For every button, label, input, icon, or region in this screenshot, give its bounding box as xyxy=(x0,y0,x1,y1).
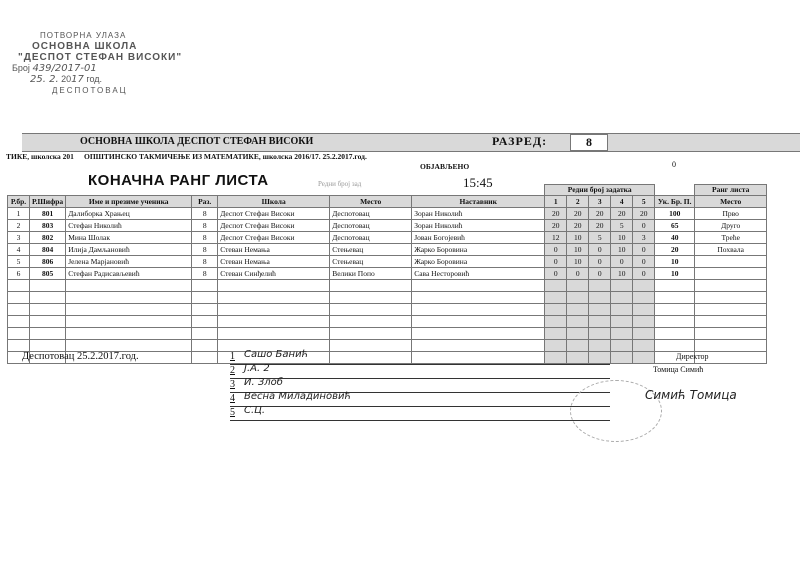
cell-empty xyxy=(8,280,30,292)
table-row-empty xyxy=(8,328,767,340)
col-header-grade: Раз. xyxy=(192,196,218,208)
signature-line xyxy=(230,407,610,421)
stamp-line-2: ОСНОВНА ШКОЛА xyxy=(32,41,138,52)
cell-empty xyxy=(589,328,611,340)
cell-empty xyxy=(655,328,695,340)
school-header xyxy=(22,133,800,152)
cell-empty xyxy=(633,316,655,328)
cell-code: 801 xyxy=(30,208,66,220)
cell-empty xyxy=(30,340,66,352)
cell-total: 10 xyxy=(655,256,695,268)
cell-empty xyxy=(655,280,695,292)
director-signature: Симић Томица xyxy=(645,388,737,402)
cell-school: Деспот Стефан Високи xyxy=(218,208,330,220)
stamp-date: 25. 2. 2017 год. xyxy=(30,74,103,85)
cell-total: 10 xyxy=(655,268,695,280)
cell-total: 100 xyxy=(655,208,695,220)
table-row xyxy=(8,232,767,244)
place-date: Деспотовац 25.2.2017.год. xyxy=(22,351,139,362)
faint-label: Редни број зад xyxy=(318,180,362,188)
cell-code: 803 xyxy=(30,220,66,232)
cell-rank: Похвала xyxy=(695,244,767,256)
cell-teacher: Јован Богојевић xyxy=(412,232,545,244)
cell-empty xyxy=(192,316,218,328)
cell-empty xyxy=(8,304,30,316)
cell-empty xyxy=(655,304,695,316)
cell-code: 804 xyxy=(30,244,66,256)
cell-empty xyxy=(611,292,633,304)
cell-empty xyxy=(567,292,589,304)
cell-empty xyxy=(567,340,589,352)
cell-empty xyxy=(545,304,567,316)
cell-empty xyxy=(655,292,695,304)
cell-school: Деспот Стефан Високи xyxy=(218,232,330,244)
cell-empty xyxy=(218,280,330,292)
cell-code: 806 xyxy=(30,256,66,268)
cell-empty xyxy=(545,280,567,292)
table-row-empty xyxy=(8,280,767,292)
cell-empty xyxy=(192,328,218,340)
cell-total: 65 xyxy=(655,220,695,232)
signature-line xyxy=(230,351,610,365)
cell-task-2: 10 xyxy=(567,232,589,244)
cell-rank: Прво xyxy=(695,208,767,220)
cell-task-2: 20 xyxy=(567,220,589,232)
cell-task-2: 10 xyxy=(567,244,589,256)
director-name: Томица Симић xyxy=(653,365,704,374)
cell-empty xyxy=(330,328,412,340)
col-header-task-2: 2 xyxy=(567,196,589,208)
cell-teacher: Зоран Николић xyxy=(412,220,545,232)
cell-teacher: Сава Несторовић xyxy=(412,268,545,280)
cell-empty xyxy=(412,280,545,292)
signature-number: 5 xyxy=(230,407,235,418)
cell-task-2: 20 xyxy=(567,208,589,220)
cell-empty xyxy=(695,328,767,340)
ranking-table xyxy=(7,184,767,364)
cell-empty xyxy=(66,292,192,304)
handwritten-signature: Сашо Банић xyxy=(244,349,309,360)
cell-rbr: 4 xyxy=(8,244,30,256)
cell-task-1: 0 xyxy=(545,244,567,256)
cell-task-3: 0 xyxy=(589,268,611,280)
col-header-rank: Место xyxy=(695,196,767,208)
cell-empty xyxy=(633,304,655,316)
cell-empty xyxy=(633,352,655,364)
cell-rank: Друго xyxy=(695,220,767,232)
cell-empty xyxy=(8,340,30,352)
cell-task-4: 0 xyxy=(611,256,633,268)
cell-empty xyxy=(633,340,655,352)
cell-rbr: 1 xyxy=(8,208,30,220)
cell-task-4: 10 xyxy=(611,244,633,256)
cell-empty xyxy=(589,292,611,304)
cell-grade: 8 xyxy=(192,220,218,232)
cell-empty xyxy=(192,352,218,364)
cell-empty xyxy=(30,280,66,292)
tasks-group-header: Редни број задатка xyxy=(545,185,655,196)
table-row-empty xyxy=(8,316,767,328)
col-header-task-5: 5 xyxy=(633,196,655,208)
handwritten-signature: Весна Миладиновић xyxy=(244,391,351,402)
signature-number: 2 xyxy=(230,365,235,376)
commission-signatures xyxy=(230,351,610,421)
cell-task-4: 10 xyxy=(611,232,633,244)
cell-empty xyxy=(8,316,30,328)
table-body xyxy=(8,208,767,364)
cell-rank: Треће xyxy=(695,232,767,244)
col-header-school: Школа xyxy=(218,196,330,208)
cell-code: 802 xyxy=(30,232,66,244)
cell-task-5: 0 xyxy=(633,220,655,232)
cell-empty xyxy=(611,340,633,352)
cell-empty xyxy=(611,280,633,292)
cell-empty xyxy=(589,316,611,328)
cell-school: Стеван Немања xyxy=(218,244,330,256)
cell-task-1: 0 xyxy=(545,268,567,280)
cell-task-5: 0 xyxy=(633,256,655,268)
cell-empty xyxy=(66,340,192,352)
cell-task-1: 12 xyxy=(545,232,567,244)
cell-task-4: 5 xyxy=(611,220,633,232)
handwritten-signature: Ј.А. 2 xyxy=(244,363,270,374)
col-header-task-4: 4 xyxy=(611,196,633,208)
cell-rbr: 6 xyxy=(8,268,30,280)
cell-empty xyxy=(567,328,589,340)
grade-value: 8 xyxy=(570,134,608,151)
cell-empty xyxy=(545,292,567,304)
cell-empty xyxy=(412,340,545,352)
cell-empty xyxy=(412,316,545,328)
cell-rbr: 3 xyxy=(8,232,30,244)
cell-empty xyxy=(66,280,192,292)
cell-empty xyxy=(633,292,655,304)
director-label: Директор xyxy=(676,352,709,361)
table-row xyxy=(8,220,767,232)
registry-stamp xyxy=(12,30,187,110)
cell-task-1: 20 xyxy=(545,208,567,220)
cell-empty xyxy=(218,292,330,304)
cell-empty xyxy=(611,328,633,340)
cell-empty xyxy=(330,340,412,352)
cell-empty xyxy=(66,304,192,316)
cell-empty xyxy=(30,292,66,304)
cell-empty xyxy=(695,280,767,292)
cell-empty xyxy=(192,280,218,292)
cell-grade: 8 xyxy=(192,268,218,280)
cell-task-4: 10 xyxy=(611,268,633,280)
cell-empty xyxy=(218,304,330,316)
published-label: ОБЈАВЉЕНО xyxy=(420,162,470,171)
cell-place: Стењевац xyxy=(330,256,412,268)
cell-task-5: 3 xyxy=(633,232,655,244)
signature-line xyxy=(230,365,610,379)
col-header-code: Р.Шифра xyxy=(30,196,66,208)
col-header-task-3: 3 xyxy=(589,196,611,208)
cell-empty xyxy=(567,304,589,316)
cell-empty xyxy=(589,280,611,292)
cell-empty xyxy=(633,280,655,292)
cell-place: Деспотовац xyxy=(330,208,412,220)
stamp-number: Број 439/2017-01 xyxy=(12,63,97,74)
stamp-line-1: ПОТВОРНА УЛАЗА xyxy=(40,31,127,40)
cell-task-1: 0 xyxy=(545,256,567,268)
published-count: 0 xyxy=(672,160,676,169)
cell-teacher: Зоран Николић xyxy=(412,208,545,220)
cell-empty xyxy=(330,304,412,316)
cell-task-3: 20 xyxy=(589,220,611,232)
cell-empty xyxy=(218,328,330,340)
cell-grade: 8 xyxy=(192,244,218,256)
table-row xyxy=(8,208,767,220)
cell-empty xyxy=(30,316,66,328)
cell-empty xyxy=(633,328,655,340)
cell-school: Стеван Немања xyxy=(218,256,330,268)
cell-student: Мина Шолак xyxy=(66,232,192,244)
stamp-line-3: "ДЕСПОТ СТЕФАН ВИСОКИ" xyxy=(18,52,183,63)
cell-task-2: 0 xyxy=(567,268,589,280)
rank-group-header: Ранг листа xyxy=(695,185,767,196)
cell-empty xyxy=(192,292,218,304)
grade-label: РАЗРЕД: xyxy=(492,134,548,148)
signature-number: 3 xyxy=(230,379,235,390)
cell-school: Стеван Синђелић xyxy=(218,268,330,280)
cell-empty xyxy=(567,316,589,328)
cell-total: 40 xyxy=(655,232,695,244)
handwritten-signature: С.Ц. xyxy=(244,405,266,416)
cell-rbr: 5 xyxy=(8,256,30,268)
handwritten-signature: И. Злоб xyxy=(244,377,283,388)
table-header-row xyxy=(8,196,767,208)
cell-empty xyxy=(330,316,412,328)
cell-teacher: Жарко Боровина xyxy=(412,244,545,256)
cell-empty xyxy=(412,304,545,316)
cell-student: Јелена Марјановић xyxy=(66,256,192,268)
cell-empty xyxy=(192,340,218,352)
cell-empty xyxy=(66,316,192,328)
col-header-task-1: 1 xyxy=(545,196,567,208)
cell-task-3: 0 xyxy=(589,256,611,268)
cell-empty xyxy=(695,316,767,328)
cell-task-5: 0 xyxy=(633,244,655,256)
col-header-teacher: Наставник xyxy=(412,196,545,208)
subheader-left: ТИКЕ, школска 201 xyxy=(6,152,74,161)
cell-grade: 8 xyxy=(192,256,218,268)
cell-empty xyxy=(30,328,66,340)
cell-empty xyxy=(8,292,30,304)
cell-empty xyxy=(695,304,767,316)
table-row-empty xyxy=(8,304,767,316)
col-header-student: Име и презиме ученика xyxy=(66,196,192,208)
cell-place: Деспотовац xyxy=(330,232,412,244)
cell-empty xyxy=(66,328,192,340)
school-name: ОСНОВНА ШКОЛА ДЕСПОТ СТЕФАН ВИСОКИ xyxy=(80,136,314,147)
cell-task-2: 10 xyxy=(567,256,589,268)
signature-line xyxy=(230,393,610,407)
cell-empty xyxy=(611,316,633,328)
col-header-rbr: Р.бр. xyxy=(8,196,30,208)
cell-empty xyxy=(412,328,545,340)
cell-empty xyxy=(655,340,695,352)
cell-place: Деспотовац xyxy=(330,220,412,232)
cell-task-3: 5 xyxy=(589,232,611,244)
cell-student: Илија Дамљановић xyxy=(66,244,192,256)
table-row xyxy=(8,268,767,280)
cell-rank xyxy=(695,256,767,268)
cell-empty xyxy=(589,340,611,352)
cell-task-4: 20 xyxy=(611,208,633,220)
cell-student: Стефан Радисављевић xyxy=(66,268,192,280)
cell-school: Деспот Стефан Високи xyxy=(218,220,330,232)
cell-empty xyxy=(611,304,633,316)
cell-place: Велики Попо xyxy=(330,268,412,280)
cell-rbr: 2 xyxy=(8,220,30,232)
cell-teacher: Жарко Боровина xyxy=(412,256,545,268)
cell-empty xyxy=(695,292,767,304)
cell-empty xyxy=(192,304,218,316)
table-row xyxy=(8,244,767,256)
cell-student: Стефан Николић xyxy=(66,220,192,232)
cell-empty xyxy=(545,316,567,328)
table-row-empty xyxy=(8,340,767,352)
cell-grade: 8 xyxy=(192,208,218,220)
competition-name: ОПШТИНСКО ТАКМИЧЕЊЕ ИЗ МАТЕМАТИКЕ, школска 2016/17. 25.2.2017.год. xyxy=(84,152,367,161)
cell-empty xyxy=(655,316,695,328)
cell-task-5: 0 xyxy=(633,268,655,280)
cell-empty xyxy=(545,328,567,340)
stamp-city: ДЕСПОТОВАЦ xyxy=(52,86,128,95)
table-group-header xyxy=(8,185,767,196)
cell-empty xyxy=(330,280,412,292)
cell-empty xyxy=(589,304,611,316)
cell-task-3: 20 xyxy=(589,208,611,220)
col-header-total: Ук. Бр. П. xyxy=(655,196,695,208)
stamp-number-value: 439/2017-01 xyxy=(32,63,97,74)
time-display: 15:45 xyxy=(463,175,493,190)
col-header-place: Место xyxy=(330,196,412,208)
cell-empty xyxy=(611,352,633,364)
cell-grade: 8 xyxy=(192,232,218,244)
cell-empty xyxy=(330,292,412,304)
signature-number: 4 xyxy=(230,393,235,404)
cell-code: 805 xyxy=(30,268,66,280)
table-row-empty xyxy=(8,292,767,304)
cell-rank xyxy=(695,268,767,280)
cell-empty xyxy=(8,328,30,340)
cell-task-5: 20 xyxy=(633,208,655,220)
cell-empty xyxy=(30,304,66,316)
page-title: КОНАЧНА РАНГ ЛИСТА xyxy=(88,172,269,189)
cell-empty xyxy=(218,316,330,328)
table-row xyxy=(8,256,767,268)
cell-empty xyxy=(545,340,567,352)
cell-task-3: 0 xyxy=(589,244,611,256)
cell-empty xyxy=(567,280,589,292)
cell-place: Стењевац xyxy=(330,244,412,256)
cell-task-1: 20 xyxy=(545,220,567,232)
cell-empty xyxy=(412,292,545,304)
cell-empty xyxy=(695,340,767,352)
signature-number: 1 xyxy=(230,351,235,362)
cell-total: 20 xyxy=(655,244,695,256)
cell-student: Далиборка Храњец xyxy=(66,208,192,220)
